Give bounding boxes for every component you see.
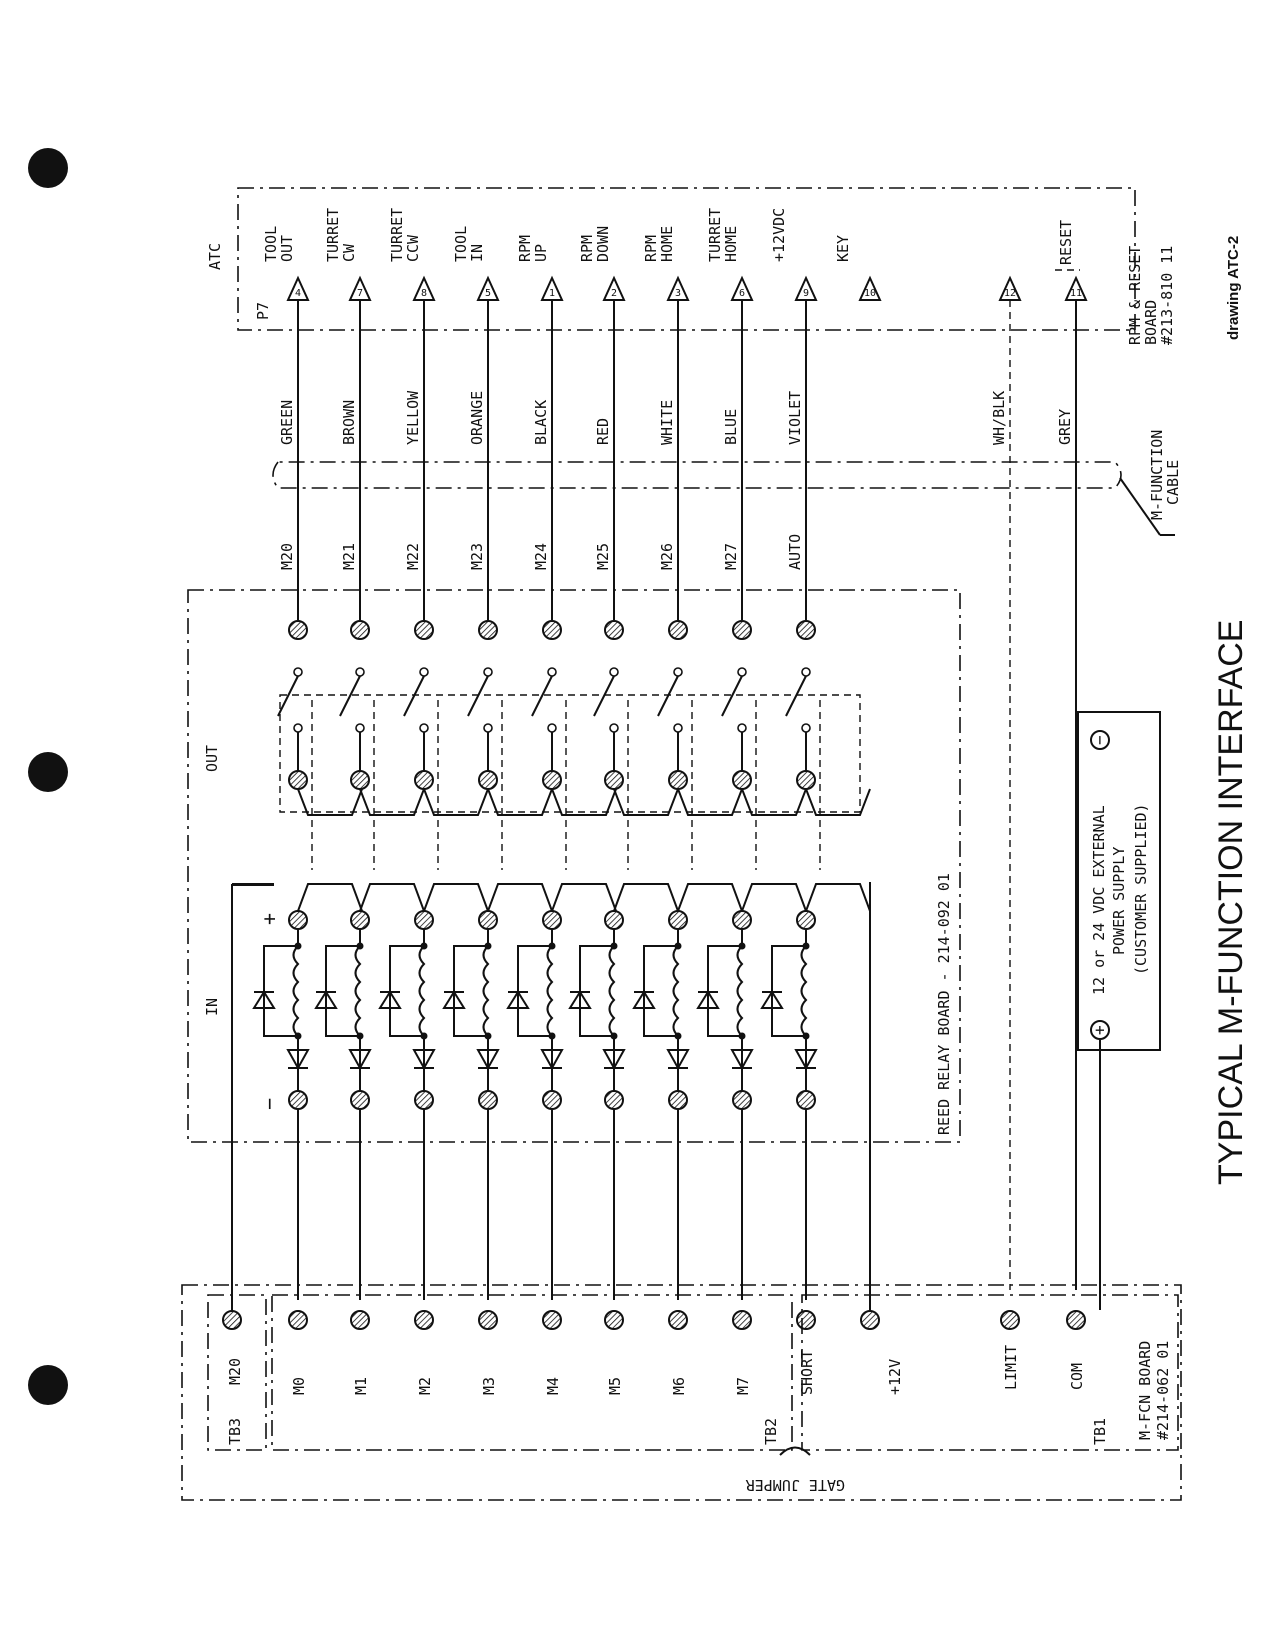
contact-a--12vdc (802, 668, 810, 676)
tb-terminal-turret-home (733, 1311, 751, 1329)
mfcn-board-line1: M-FCN BOARD (1136, 1340, 1154, 1440)
relay-out-label: OUT (203, 744, 221, 772)
switch-blade-turret-cw (340, 676, 360, 716)
connector-p7-label: P7 (254, 301, 272, 320)
gate-jumper-label: GATE JUMPER (745, 1476, 845, 1494)
mcode-rpm-home: M26 (658, 542, 676, 570)
tb-label-rpm-down: M5 (606, 1376, 624, 1395)
m-function-cable-bundle (273, 462, 1121, 488)
pin-9-number: 9 (802, 288, 810, 299)
atc-label-rpm-down-1: DOWN (594, 225, 612, 262)
atc-box (238, 188, 1135, 330)
switch-blade--12vdc (786, 676, 806, 716)
mcode-rpm-down: M25 (594, 542, 612, 570)
atc-label-rpm-up-0: RPM (516, 234, 534, 262)
tb-label--12vdc: SHORT (798, 1349, 816, 1395)
out-terminal-a-rpm-up (543, 621, 561, 639)
out-terminal-b-rpm-home (669, 771, 687, 789)
contact-a-tool-out (294, 668, 302, 676)
out-terminal-b-turret-cw (351, 771, 369, 789)
tb-terminal-rpm-up (543, 1311, 561, 1329)
mcode-turret-ccw: M22 (404, 542, 422, 570)
pin-10-number: 10 (863, 288, 877, 299)
mcode-tool-out: M20 (278, 542, 296, 570)
relay-minus-label: − (257, 1097, 281, 1110)
mcode-tool-in: M23 (468, 542, 486, 570)
atc-label-turret-home-0: TURRET (706, 207, 724, 262)
power-supply-minus: − (1090, 735, 1109, 745)
contact-b--12vdc (802, 724, 810, 732)
wire-color-rpm-down: RED (594, 417, 612, 445)
tb-label-turret-ccw: M2 (416, 1376, 434, 1395)
atc-label-turret-cw-1: CW (340, 243, 358, 262)
tb-label-tool-out: M0 (290, 1376, 308, 1395)
tb-terminal-rpm-down (605, 1311, 623, 1329)
switch-blade-rpm-home (658, 676, 678, 716)
drawing-number: drawing ATC-2 (1225, 235, 1242, 340)
contact-a-rpm-down (610, 668, 618, 676)
power-supply-plus: + (1090, 1025, 1109, 1035)
atc-label-tool-in-1: IN (468, 243, 486, 262)
pin-8-number: 8 (420, 288, 428, 299)
coil-rpm-up-icon (548, 946, 553, 1036)
contact-b-rpm-up (548, 724, 556, 732)
contact-b-turret-ccw (420, 724, 428, 732)
out-terminal-a-turret-cw (351, 621, 369, 639)
switch-blade-tool-in (468, 676, 488, 716)
contact-a-rpm-home (674, 668, 682, 676)
wire-color-wh-blk: WH/BLK (990, 390, 1008, 445)
atc-label: ATC (206, 242, 224, 270)
tb1-box (802, 1295, 1178, 1450)
atc-label-rpm-up-1: UP (532, 243, 550, 262)
cable-label-line2: CABLE (1164, 459, 1182, 505)
in-terminal-plus-turret-ccw (415, 911, 433, 929)
coil-turret-cw-icon (356, 946, 361, 1036)
contact-a-turret-home (738, 668, 746, 676)
in-terminal-minus-turret-cw (351, 1091, 369, 1109)
out-terminal-b-tool-in (479, 771, 497, 789)
out-terminal-b-tool-out (289, 771, 307, 789)
atc-label-rpm-home-1: HOME (658, 225, 676, 262)
coil--12vdc-icon (802, 946, 807, 1036)
in-terminal-plus-rpm-down (605, 911, 623, 929)
tb-label-turret-cw: M1 (352, 1376, 370, 1395)
in-terminal-plus-tool-in (479, 911, 497, 929)
mcode-turret-cw: M21 (340, 542, 358, 570)
switch-blade-turret-ccw (404, 676, 424, 716)
out-terminal-b-turret-home (733, 771, 751, 789)
coil-turret-ccw-icon (420, 946, 425, 1036)
mcode-rpm-up: M24 (532, 542, 550, 570)
relay-board-label: REED RELAY BOARD - 214-092 01 (935, 873, 953, 1135)
atc-label-tool-out-0: TOOL (262, 225, 280, 262)
out-terminal-a-rpm-down (605, 621, 623, 639)
out-terminal-b--12vdc (797, 771, 815, 789)
in-terminal-minus-tool-out (289, 1091, 307, 1109)
pin-5-number: 5 (484, 288, 492, 299)
plus12v-label: +12V (886, 1358, 904, 1395)
gate-jumper-loop (780, 1448, 810, 1456)
contact-a-turret-cw (356, 668, 364, 676)
out-terminal-a-turret-home (733, 621, 751, 639)
tb-terminal-grey (1067, 1311, 1085, 1329)
atc-label-tool-in-0: TOOL (452, 225, 470, 262)
atc-label-rpm-home-0: RPM (642, 234, 660, 262)
tb-terminal-tool-in (479, 1311, 497, 1329)
tb-terminal--12vdc (797, 1311, 815, 1329)
contact-a-turret-ccw (420, 668, 428, 676)
wire-color--12vdc: VIOLET (786, 390, 804, 445)
wire-color-turret-home: BLUE (722, 408, 740, 445)
contact-a-tool-in (484, 668, 492, 676)
switch-blade-rpm-down (594, 676, 614, 716)
tb3-m20-terminal (223, 1311, 241, 1329)
tb-terminal-tool-out (289, 1311, 307, 1329)
in-terminal-minus--12vdc (797, 1091, 815, 1109)
mfcn-board-line2: #214-062 01 (1154, 1340, 1172, 1440)
tb-terminal-rpm-home (669, 1311, 687, 1329)
tb3-m20-label: M20 (226, 1357, 244, 1385)
wire-color-turret-ccw: YELLOW (404, 390, 422, 445)
reset-label: RESET (1057, 219, 1075, 265)
in-terminal-minus-turret-ccw (415, 1091, 433, 1109)
tb-terminal-turret-ccw (415, 1311, 433, 1329)
coil-rpm-home-icon (674, 946, 679, 1036)
relay-in-label: IN (203, 997, 221, 1016)
pin-2-number: 2 (610, 288, 618, 299)
switch-blade-tool-out (278, 676, 298, 716)
in-terminal-minus-tool-in (479, 1091, 497, 1109)
coil-tool-out-icon (294, 946, 299, 1036)
tb-label-rpm-up: M4 (544, 1376, 562, 1395)
out-terminal-b-rpm-down (605, 771, 623, 789)
relay-out-section (280, 695, 860, 812)
contact-b-rpm-down (610, 724, 618, 732)
tb2-label: TB2 (762, 1417, 780, 1445)
tb2-box (272, 1295, 792, 1450)
contact-b-tool-out (294, 724, 302, 732)
atc-label--12vdc-0: +12VDC (770, 207, 788, 262)
out-terminal-a-tool-in (479, 621, 497, 639)
tb-label-wh-blk: LIMIT (1002, 1344, 1020, 1390)
tb-terminal-turret-cw (351, 1311, 369, 1329)
in-terminal-plus-tool-out (289, 911, 307, 929)
in-terminal-minus-rpm-home (669, 1091, 687, 1109)
rpm-reset-board-line3: #213-810 11 (1158, 245, 1176, 345)
cable-label-line1: M-FUNCTION (1148, 429, 1166, 520)
rpm-reset-board-line1: RPM & RESET (1126, 245, 1144, 345)
atc-label-turret-ccw-0: TURRET (388, 207, 406, 262)
wire-color-turret-cw: BROWN (340, 399, 358, 445)
atc-label-tool-out-1: OUT (278, 234, 296, 262)
mcode-turret-home: M27 (722, 542, 740, 570)
in-terminal-plus-turret-home (733, 911, 751, 929)
in-terminal-minus-turret-home (733, 1091, 751, 1109)
out-terminal-b-rpm-up (543, 771, 561, 789)
coil-rpm-down-icon (610, 946, 615, 1036)
pin-1-number: 1 (548, 288, 556, 299)
in-terminal-plus-turret-cw (351, 911, 369, 929)
tb3-label: TB3 (226, 1417, 244, 1445)
in-terminal-plus-rpm-up (543, 911, 561, 929)
diagram-title: TYPICAL M-FUNCTION INTERFACE (1212, 619, 1250, 1185)
power-supply-line1: 12 or 24 VDC EXTERNAL (1090, 805, 1108, 995)
tb-label-grey: COM (1068, 1362, 1086, 1390)
wire-color-rpm-home: WHITE (658, 399, 676, 445)
pin-11-number: 11 (1069, 288, 1083, 299)
pin-6-number: 6 (738, 288, 746, 299)
tb-label-rpm-home: M6 (670, 1376, 688, 1395)
pin-4-number: 4 (294, 288, 302, 299)
in-terminal-minus-rpm-up (543, 1091, 561, 1109)
contact-b-turret-cw (356, 724, 364, 732)
rpm-reset-board-line2: BOARD (1142, 299, 1160, 345)
relay-plus-label: + (257, 912, 281, 925)
mcode--12vdc: AUTO (786, 533, 804, 570)
switch-blade-rpm-up (532, 676, 552, 716)
wire-color-grey: GREY (1056, 408, 1074, 445)
wire-color-tool-out: GREEN (278, 399, 296, 445)
atc-label-turret-cw-0: TURRET (324, 207, 342, 262)
in-terminal-plus-rpm-home (669, 911, 687, 929)
power-supply-line2: POWER SUPPLY (1110, 846, 1128, 955)
wire-color-rpm-up: BLACK (532, 399, 550, 445)
pin-12-number: 12 (1003, 288, 1017, 299)
pin-3-number: 3 (674, 288, 682, 299)
switch-blade-turret-home (722, 676, 742, 716)
out-terminal-a-rpm-home (669, 621, 687, 639)
out-terminal-a-turret-ccw (415, 621, 433, 639)
out-terminal-a--12vdc (797, 621, 815, 639)
in-terminal-minus-rpm-down (605, 1091, 623, 1109)
tb-label-turret-home: M7 (734, 1376, 752, 1395)
channel-group (223, 208, 1100, 1395)
in-terminal-plus--12vdc (797, 911, 815, 929)
out-terminal-b-turret-ccw (415, 771, 433, 789)
coil-tool-in-icon (484, 946, 489, 1036)
atc-label-turret-home-1: HOME (722, 225, 740, 262)
wire-color-tool-in: ORANGE (468, 390, 486, 445)
tb-terminal-wh-blk (1001, 1311, 1019, 1329)
atc-label-turret-ccw-1: CCW (404, 234, 422, 262)
contact-b-rpm-home (674, 724, 682, 732)
tb-label-tool-in: M3 (480, 1376, 498, 1395)
relay-in-section (233, 884, 273, 885)
atc-label-key-0: KEY (834, 234, 852, 262)
power-supply-line3: (CUSTOMER SUPPLIED) (1132, 803, 1150, 975)
tb1-label: TB1 (1091, 1417, 1109, 1445)
contact-b-tool-in (484, 724, 492, 732)
atc-label-rpm-down-0: RPM (578, 234, 596, 262)
coil-turret-home-icon (738, 946, 743, 1036)
out-terminal-a-tool-out (289, 621, 307, 639)
pin-7-number: 7 (356, 288, 364, 299)
contact-b-turret-home (738, 724, 746, 732)
contact-a-rpm-up (548, 668, 556, 676)
tb-plus12v-terminal (861, 1311, 879, 1329)
